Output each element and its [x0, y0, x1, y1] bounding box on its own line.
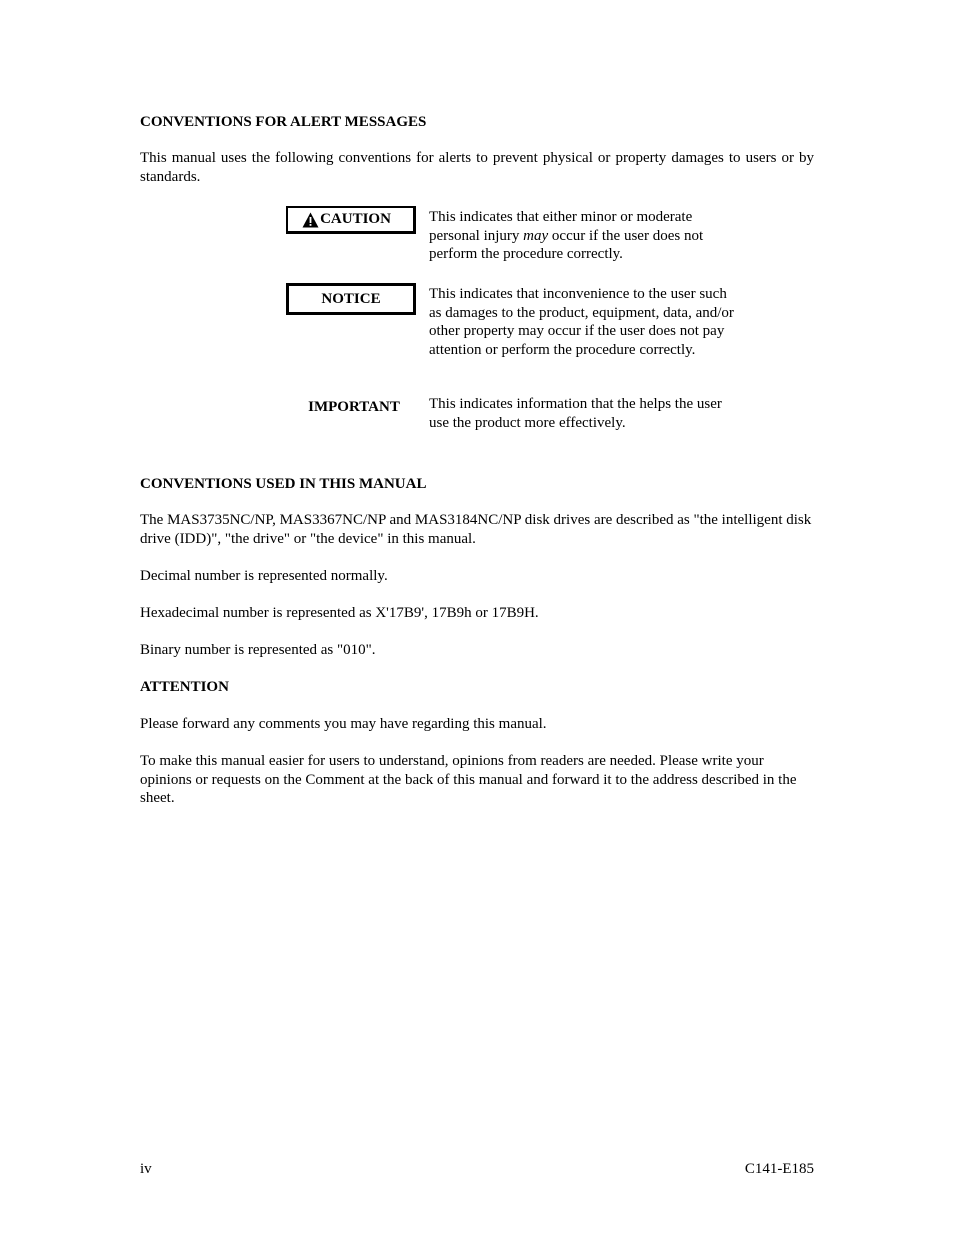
page-number: iv: [140, 1161, 152, 1177]
important-description: This indicates information that the helps the user use the product more effectively.: [429, 396, 722, 431]
caution-box: [286, 206, 416, 234]
document-code: C141-E185: [744, 1161, 814, 1177]
caution-label: CAUTION: [320, 211, 391, 228]
decimal-paragraph: Decimal number is represented normally.: [140, 568, 388, 584]
notice-description: This indicates that inconvenience to the user such as damages to the product, equipment, data, and/or other property may occur if the user does not pay attention or perform the procedure correctly.: [429, 286, 734, 358]
hexadecimal-paragraph: Hexadecimal number is represented as X'17B9', 17B9h or 17B9H.: [140, 605, 539, 621]
binary-paragraph: Binary number is represented as "010".: [140, 642, 376, 658]
important-label: IMPORTANT: [308, 399, 400, 415]
attention-heading: ATTENTION: [140, 679, 229, 695]
alert-conventions-heading: CONVENTIONS FOR ALERT MESSAGES: [140, 114, 427, 130]
warning-triangle-icon: [302, 212, 319, 228]
attention-paragraph-1: Please forward any comments you may have regarding this manual.: [140, 716, 547, 732]
notice-box: [286, 283, 416, 315]
manual-conventions-heading: CONVENTIONS USED IN THIS MANUAL: [140, 476, 427, 492]
drive-naming-paragraph: The MAS3735NC/NP, MAS3367NC/NP and MAS3184NC/NP disk drives are described as "the intelligent disk drive (IDD)", "the drive" or "the device" in this manual.: [140, 512, 812, 547]
document-page: [140, 0, 814, 1235]
caution-desc-after: occur if the user does not perform the procedure correctly.: [429, 227, 704, 262]
attention-paragraph-2: To make this manual easier for users to understand, opinions from readers are needed. Please write your opinions or requests on the Comment at the back of this manual and forward it to the address described in the sheet.: [140, 753, 797, 806]
caution-desc-before: This indicates that either minor or moderate personal injury: [429, 209, 693, 244]
caution-description: [429, 208, 739, 264]
notice-label: NOTICE: [321, 290, 381, 307]
caution-desc-emphasis: may: [523, 227, 549, 244]
alert-conventions-intro: This manual uses the following conventions for alerts to prevent physical or property damages to users or by standards.: [140, 150, 814, 185]
